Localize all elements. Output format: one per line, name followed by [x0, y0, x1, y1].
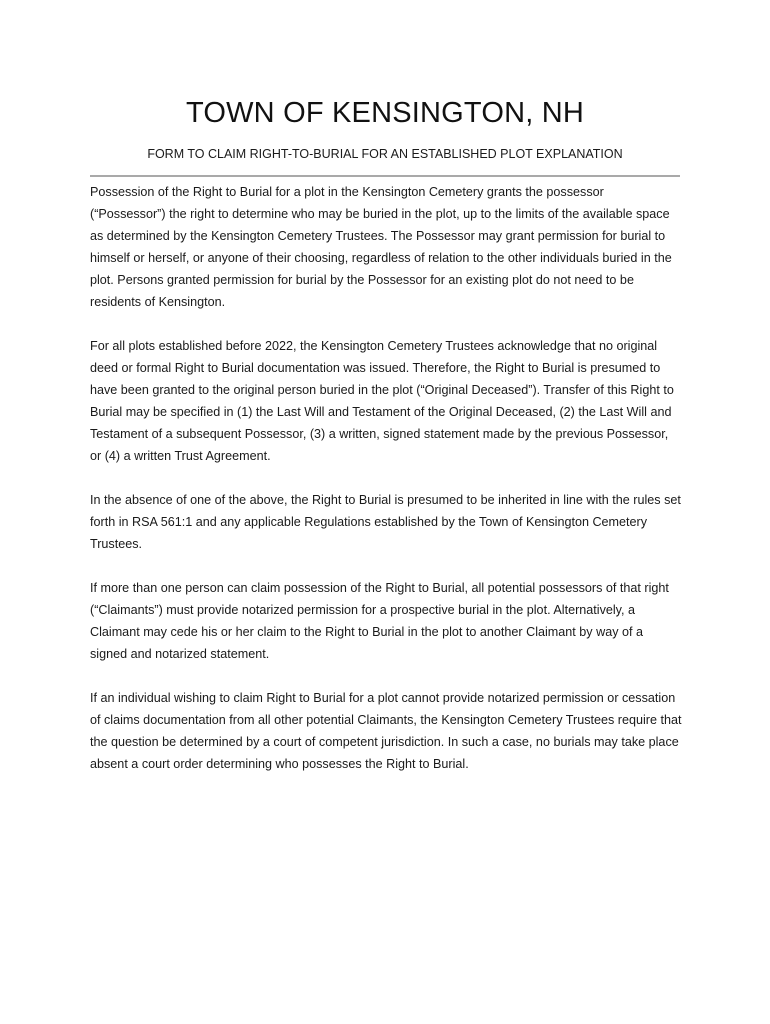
paragraph-court-determination: If an individual wishing to claim Right to Burial for a plot cannot provide notarized permission or cessation of claims documentation from all other potential Claimants, the Kensington Cemetery Trustees require that the question be determined by a court of competent jurisdiction. In such a case, no burials may take place absent a court order determining who possesses the Right to Burial. [90, 691, 682, 771]
header-divider [90, 175, 680, 177]
body-text [90, 181, 682, 797]
page-title: TOWN OF KENSINGTON, NH [185, 97, 585, 129]
paragraph-possession: Possession of the Right to Burial for a plot in the Kensington Cemetery grants the possessor (“Possessor”) the right to determine who may be buried in the plot, up to the limits of the available space as determined by the Kensington Cemetery Trustees. The Possessor may grant permission for burial to himself or herself, or anyone of their choosing, regardless of relation to the other individuals buried in the plot. Persons granted permission for burial by the Possessor for an existing plot do not need to be residents of Kensington. [90, 185, 672, 309]
paragraph-claimants: If more than one person can claim possession of the Right to Burial, all potential possessors of that right (“Claimants”) must provide notarized permission for a prospective burial in the plot. Alternatively, a Claimant may cede his or her claim to the Right to Burial in the plot to another Claimant by way of a signed and notarized statement. [90, 581, 669, 661]
paragraph-inheritance: In the absence of one of the above, the Right to Burial is presumed to be inherited in line with the rules set forth in RSA 561:1 and any applicable Regulations established by the Town of Kensington Cemetery Trustees. [90, 493, 681, 551]
page-subtitle: FORM TO CLAIM RIGHT-TO-BURIAL FOR AN ESTABLISHED PLOT EXPLANATION [147, 147, 623, 161]
paragraph-plots-before-2022: For all plots established before 2022, the Kensington Cemetery Trustees acknowledge that no original deed or formal Right to Burial documentation was issued. Therefore, the Right to Burial is presumed to have been granted to the original person buried in the plot (“Original Deceased”). Transfer of this Right to Burial may be specified in (1) the Last Will and Testament of the Original Deceased, (2) the Last Will and Testament of a subsequent Possessor, (3) a written, signed statement made by the previous Possessor, or (4) a written Trust Agreement. [90, 339, 674, 463]
